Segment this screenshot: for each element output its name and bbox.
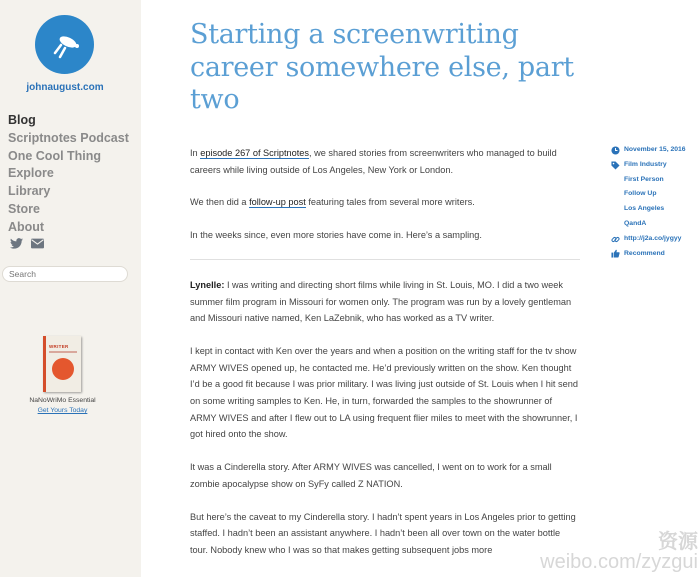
text-span: In — [190, 148, 201, 158]
text-span: I was writing and directing short films while living in St. Louis, MO. I did a two week summer film program in Missouri for women only. The program was run by a lovely gentleman and Missouri native named, Ken LaZebnik, who has worked as a TV writer. — [190, 279, 572, 324]
post-tag-qanda[interactable]: QandA — [624, 219, 647, 227]
text-span: We then did a — [190, 197, 250, 208]
thumbs-up-icon — [611, 249, 620, 258]
article-paragraph: In the weeks since, even more stories have come in. Here’s a sampling. — [190, 230, 482, 241]
social-links — [10, 238, 44, 249]
follow-up-post-link[interactable]: follow-up post — [249, 197, 306, 208]
watermark-text: 资源 — [658, 531, 698, 553]
clock-icon — [611, 146, 620, 155]
article-paragraph — [190, 194, 580, 211]
post-tag-first-person[interactable]: First Person — [624, 175, 664, 183]
recommend-button[interactable] — [611, 247, 686, 262]
watermark — [530, 523, 700, 577]
promo-book-cover[interactable] — [43, 336, 81, 392]
article-paragraph — [190, 145, 580, 178]
nav-item-about[interactable]: About — [8, 219, 45, 234]
nav-item-library[interactable]: Library — [8, 184, 51, 199]
article-paragraph — [190, 277, 580, 327]
nav-item-scriptnotes-podcast[interactable]: Scriptnotes Podcast — [8, 130, 129, 145]
page-title: Starting a screenwriting career somewhere else, part two — [190, 19, 574, 115]
episode-267-link[interactable]: episode 267 of Scriptnotes — [200, 148, 310, 158]
shortlink-text: http://j2a.co/jygyy — [624, 234, 682, 242]
promo-text: NaNoWriMo Essential — [29, 397, 96, 404]
post-date-text: November 15, 2016 — [624, 146, 686, 153]
main-nav — [8, 112, 129, 237]
link-icon — [611, 235, 620, 244]
recommend-text: Recommend — [624, 249, 665, 257]
article-paragraph: But here’s the caveat to my Cinderella story. I hadn’t spent years in Los Angeles prior to getting staffed. I hadn’t been an assistant anywhere. I hadn’t been all over town on the water bottle tour. Nobody knew who I was so that makes getting subsequent jobs more — [190, 511, 576, 555]
text-span: , we shared stories from screenwriters who managed to build careers while living outside of Los Angeles, New York or London. — [190, 148, 557, 175]
post-date[interactable] — [611, 143, 686, 158]
post-meta — [611, 143, 686, 261]
nav-item-one-cool-thing[interactable]: One Cool Thing — [8, 148, 102, 163]
tag-icon — [611, 161, 620, 170]
site-logo[interactable] — [35, 15, 94, 74]
email-icon[interactable] — [31, 238, 44, 249]
article-paragraph: I kept in contact with Ken over the years and when a position on the writing staff for the tv show ARMY WIVES opened up, he contacted me. He’d previously written on the show. Ken thought I’d be a good fit because I was prior military. I was living just outside of St. Louis when I hit send on some writing samples to Ken. He, in turn, forwarded the samples to the showrunner of ARMY WIVES and after I flew out to LA using frequent flier miles to meet with the showrunner, I got hired onto the show. — [190, 345, 578, 440]
post-tag-los-angeles[interactable]: Los Angeles — [624, 205, 665, 213]
shortlink[interactable] — [611, 232, 686, 247]
book-title: WRITER — [49, 344, 69, 349]
book-subtitle-bar — [49, 351, 77, 353]
post-tag-follow-up[interactable]: Follow Up — [624, 190, 657, 198]
category-text: Film Industry — [624, 160, 667, 168]
twitter-icon[interactable] — [10, 238, 23, 249]
article-paragraph: It was a Cinderella story. After ARMY WIVES was cancelled, I went on to work for a small zombie apocalypse show on SyFy called Z NATION. — [190, 462, 552, 489]
logo-mark-icon — [35, 15, 94, 74]
post-category[interactable] — [611, 158, 686, 173]
search-input[interactable] — [2, 266, 128, 282]
nav-item-explore[interactable]: Explore — [8, 166, 54, 181]
nav-item-blog[interactable]: Blog — [8, 113, 36, 127]
section-divider — [190, 259, 580, 260]
site-name-link[interactable]: johnaugust.com — [26, 82, 104, 93]
promo-link[interactable]: Get Yours Today — [37, 407, 88, 414]
sidebar — [0, 0, 141, 577]
quote-author: Lynelle: — [190, 279, 225, 290]
text-span: featuring tales from several more writers. — [305, 197, 475, 208]
nav-item-store[interactable]: Store — [8, 201, 40, 216]
book-cover-art — [52, 358, 74, 380]
watermark-url: weibo.com/zyzgui — [540, 551, 698, 573]
article-body — [190, 145, 580, 559]
